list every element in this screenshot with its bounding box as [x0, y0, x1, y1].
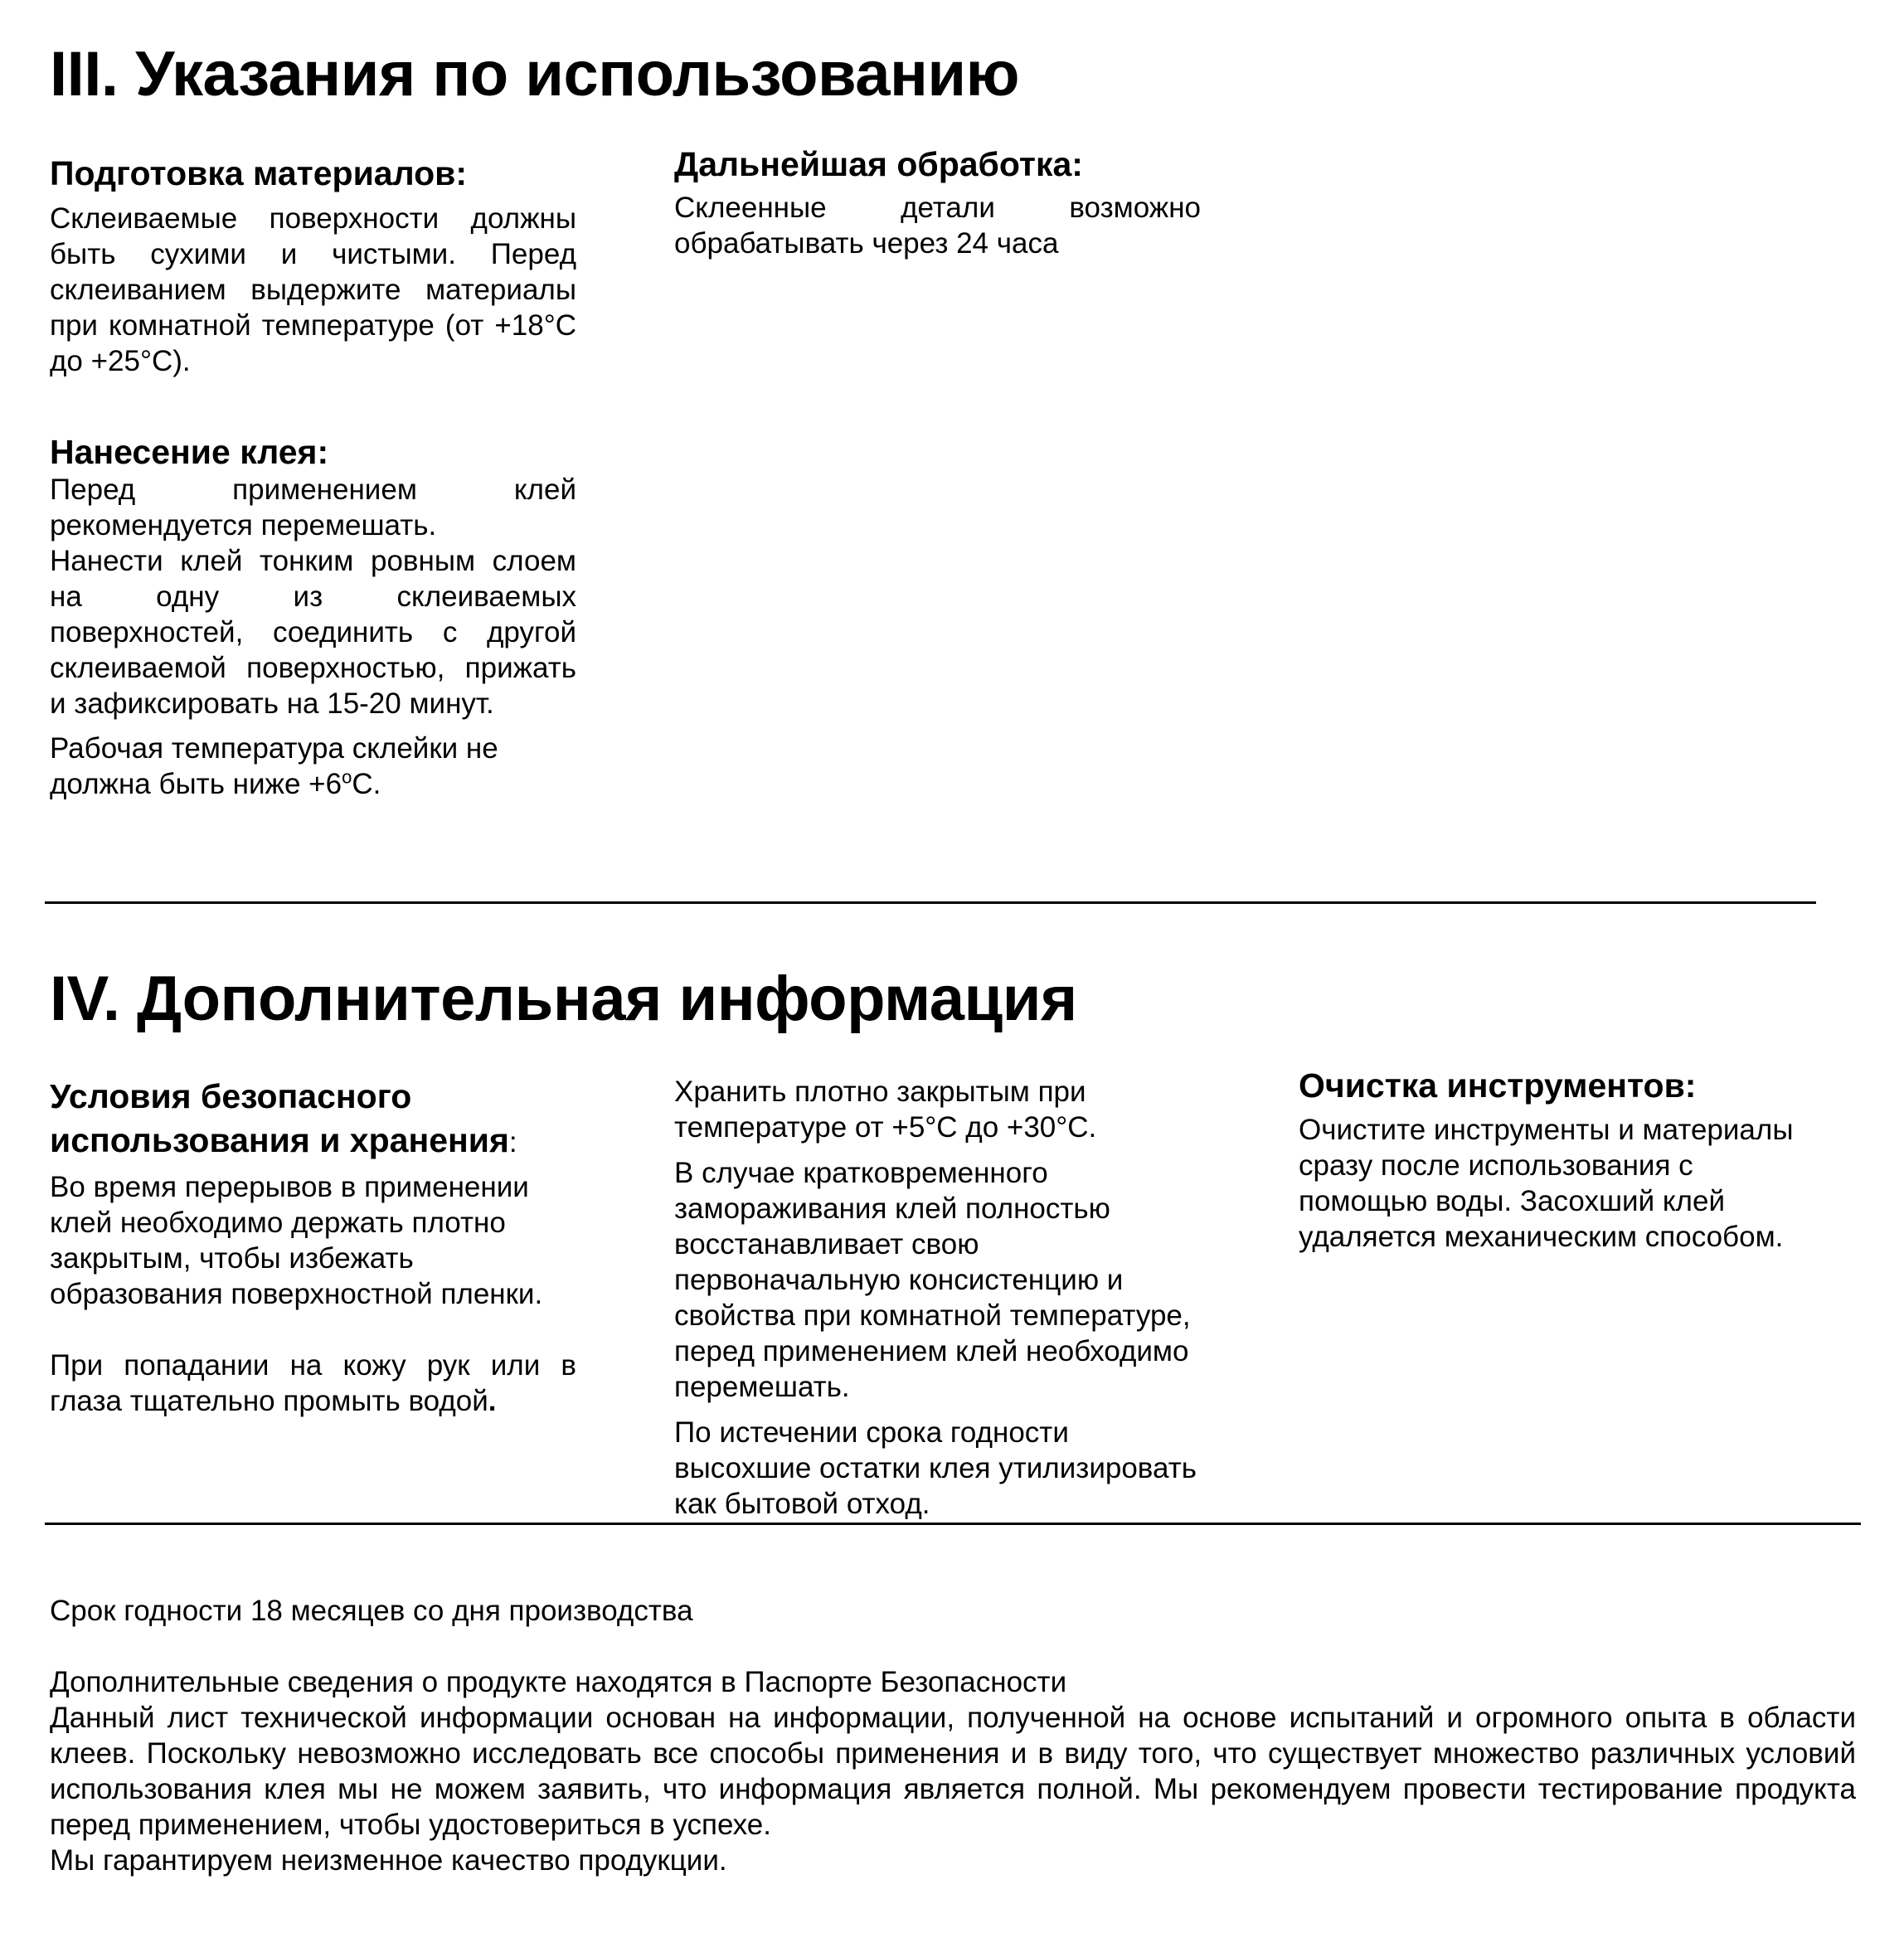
quality-guarantee: Мы гарантируем неизменное качество продукции. — [50, 1844, 727, 1877]
safety-heading-colon: : — [508, 1126, 517, 1158]
safety-skin-text: При попадании на кожу рук или в глаза тщательно промыть водой — [50, 1349, 576, 1417]
storage-text-freeze: В случае кратковременного замораживания клей полностью восстанавливает свою первоначальную консистенцию и свойства при комнатной температуре, перед применением клей необходимо перемешать. — [674, 1157, 1191, 1403]
apply-temp-line1: Рабочая температура склейки не — [50, 732, 498, 765]
apply-temp-line2: должна быть ниже +6 — [50, 768, 342, 800]
prep-block — [50, 152, 576, 379]
section-4-title: IV. Дополнительная информация — [50, 964, 1077, 1034]
safety-skin-end: . — [488, 1385, 497, 1417]
apply-block — [50, 433, 576, 802]
safety-passport-note: Дополнительные сведения о продукте находятся в Паспорте Безопасности — [50, 1666, 1067, 1698]
safety-heading — [50, 1075, 576, 1164]
cleaning-heading: Очистка инструментов: — [1299, 1066, 1697, 1105]
further-heading: Дальнейшая обработка: — [674, 145, 1083, 183]
further-block — [674, 143, 1201, 261]
storage-block — [674, 1074, 1205, 1522]
apply-heading: Нанесение клея: — [50, 433, 329, 471]
storage-text-temp: Хранить плотно закрытым при температуре от +5°С до +30°С. — [674, 1076, 1097, 1144]
disclaimer: Данный лист технической информации основан на информации, полученной на основе испытаний и огромного опыта в области клеев. Поскольку невозможно исследовать все способы применения и в виду того, что существует множество различных условий использования клея мы не можем заявить, что информация является полной. Мы рекомендуем провести тестирование продукта перед применением, чтобы удостовериться в успехе. — [50, 1702, 1856, 1841]
storage-text-disposal: По истечении срока годности высохшие остатки клея утилизировать как бытовой отход. — [674, 1416, 1197, 1520]
apply-temp-unit: С. — [352, 768, 381, 800]
safety-block — [50, 1075, 576, 1419]
safety-heading-text: Условия безопасного использования и хранения — [50, 1077, 509, 1159]
footer-block — [50, 1593, 1856, 1878]
divider-1 — [45, 901, 1816, 904]
safety-text-seal: Во время перерывов в применении клей необходимо держать плотно закрытым, чтобы избежать образования поверхностной пленки. — [50, 1171, 543, 1310]
safety-text-skin — [50, 1348, 576, 1419]
cleaning-text: Очистите инструменты и материалы сразу после использования с помощью воды. Засохший клей удаляется механическим способом. — [1299, 1114, 1794, 1253]
cleaning-block — [1299, 1064, 1813, 1255]
prep-text: Склеиваемые поверхности должны быть сухими и чистыми. Перед склеиванием выдержите материалы при комнатной температуре (от +18°С до +25°С). — [50, 202, 576, 377]
section-3-title: III. Указания по использованию — [50, 39, 1020, 109]
shelf-life: Срок годности 18 месяцев со дня производства — [50, 1595, 693, 1627]
degree-sup: о — [342, 766, 352, 788]
further-text: Склеенные детали возможно обрабатывать через 24 часа — [674, 192, 1201, 260]
apply-text-method: Нанести клей тонким ровным слоем на одну из склеиваемых поверхностей, соединить с другой склеиваемой поверхностью, прижать и зафиксировать на 15-20 минут. — [50, 545, 576, 720]
prep-heading: Подготовка материалов: — [50, 154, 467, 192]
apply-text-mix: Перед применением клей рекомендуется перемешать. — [50, 474, 576, 542]
apply-text-temp — [50, 731, 576, 802]
divider-2 — [45, 1523, 1861, 1525]
